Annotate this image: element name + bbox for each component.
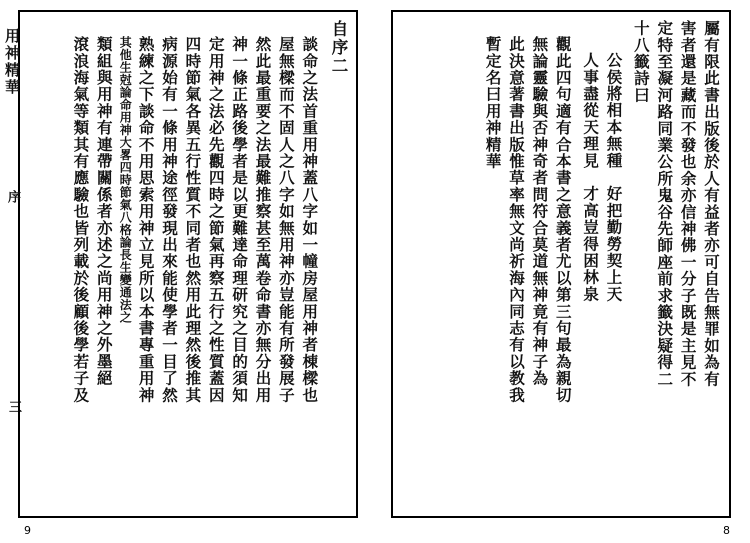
body-column: 屬有限此書出版後於人有益者亦可自告無罪如為有 bbox=[702, 20, 721, 388]
body-column: 其他生尅論命用神大畧四時節氣八格論長生變通法之 bbox=[118, 36, 133, 324]
oracle-verse-line: 人事盡從天理見 才高豈得困林泉 bbox=[581, 52, 601, 303]
body-column: 十八籤詩曰 bbox=[631, 20, 651, 104]
page-number-left: 9 bbox=[24, 524, 31, 537]
section-title-left: 自序二 bbox=[329, 20, 348, 76]
body-column: 此決意著書出版惟草率無文尚祈海內同志有以教我 bbox=[507, 36, 526, 404]
body-column: 無論靈驗與否神奇者問符合莫道無神竟有神子為 bbox=[530, 36, 550, 387]
column-container-left bbox=[20, 12, 356, 516]
spine-index-number: 三 bbox=[6, 400, 21, 413]
text-frame-right bbox=[391, 10, 731, 518]
body-column: 滾浪海氣等類其有應驗也皆列載於後顧後學若子及 bbox=[71, 36, 91, 404]
text-frame-left bbox=[18, 10, 358, 518]
body-column: 然此最重要之法最難推察甚至萬卷命書亦無分出用 bbox=[253, 36, 273, 404]
column-container-right bbox=[393, 12, 729, 516]
page-right bbox=[375, 0, 750, 543]
spine-title: 用神精華 bbox=[3, 28, 21, 96]
body-column: 暫定名曰用神精華 bbox=[483, 36, 503, 170]
body-column: 屋無樑而不固人之八字如無用神亦豈能有所發展子 bbox=[276, 36, 296, 404]
body-column: 四時節氣各異五行性質不同者也然用此理然後推其 bbox=[183, 36, 203, 404]
oracle-verse-line: 公侯將相本無種 好把勤勞契上天 bbox=[604, 52, 624, 303]
body-column: 神一條正路後學者是以更難達命理研究之目的須知 bbox=[230, 36, 250, 404]
body-column: 類組與用神有連帶關係者亦述之尚用神之外墨絕 bbox=[94, 36, 114, 387]
body-column: 病源始有一條用神途徑發現出來能使學者一目了然 bbox=[159, 36, 179, 404]
body-column: 觀此四句適有合本書之意義者尤以第三句最為親切 bbox=[553, 36, 573, 404]
spine-subtitle: 序 bbox=[5, 190, 20, 205]
body-column: 熟練之下談命不用思索用神立見所以本書專重用神 bbox=[136, 36, 156, 404]
page-number-right: 8 bbox=[723, 524, 730, 537]
body-column: 談命之法首重用神蓋八字如一幢房屋用神者棟樑也 bbox=[300, 36, 320, 404]
body-column: 害者還是藏而不發也余亦信神佛一分子既是主見不 bbox=[678, 20, 698, 388]
body-column: 定用神之法必先觀四時之節氣再察五行之性質蓋因 bbox=[206, 36, 226, 404]
body-column: 定特至凝河路同業公所鬼谷先師座前求籤決疑得二 bbox=[655, 20, 675, 388]
